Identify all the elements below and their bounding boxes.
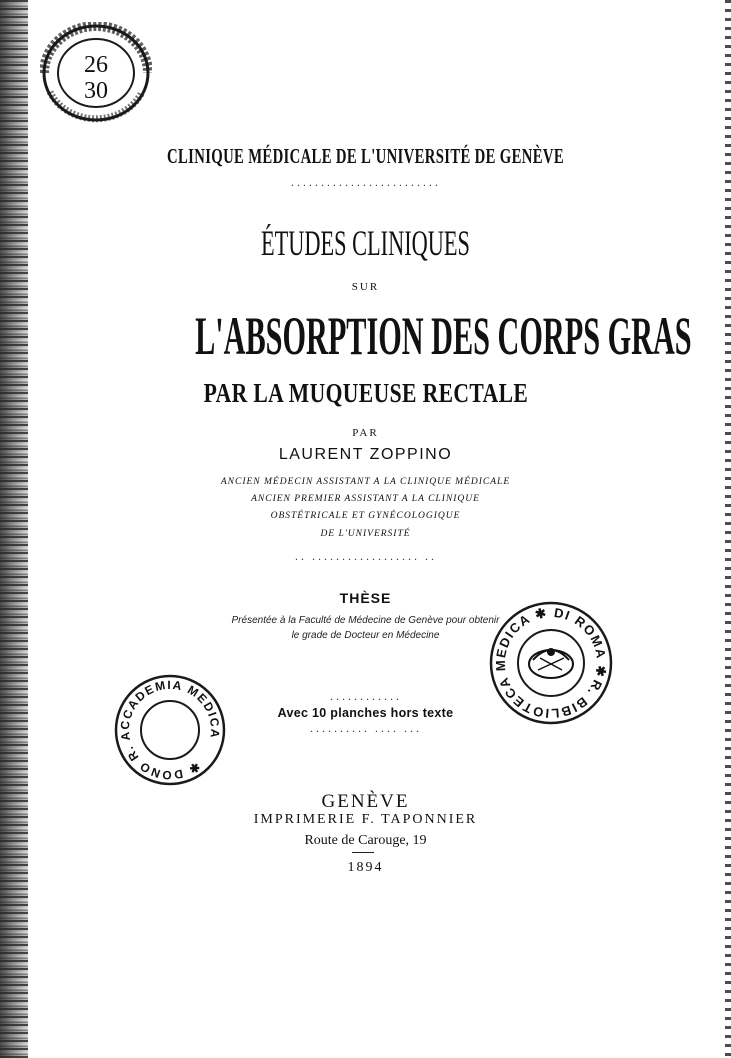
emblem-icon: [529, 648, 573, 678]
author-credential: ANCIEN MÉDECIN ASSISTANT A LA CLINIQUE MÉDICALE: [220, 477, 511, 487]
shelfmark-stamp: [40, 22, 152, 124]
author-credential: DE L'UNIVERSITÉ: [320, 529, 411, 539]
thesis-presentation-line-2: le grade de Docteur en Médecine: [291, 630, 440, 641]
shelfmark-line-2: 30: [84, 78, 108, 104]
plates-note: Avec 10 planches hors texte: [277, 706, 454, 720]
svg-text:✱ DONO R. ACCADEMIA MEDICA: [113, 673, 227, 787]
title-line-3: PAR LA MUQUEUSE RECTALE: [203, 378, 528, 408]
svg-text:R. BIBLIOTECA MEDICA ✱ DI ROMA: [488, 600, 614, 726]
imprint-printer: IMPRIMERIE F. TAPONNIER: [253, 812, 478, 827]
thesis-presentation-line-1: Présentée à la Faculté de Médecine de Genève pour obtenir: [231, 615, 500, 626]
library-stamp: [488, 600, 614, 726]
title-connector: SUR: [351, 281, 380, 293]
author-credential: ANCIEN PREMIER ASSISTANT A LA CLINIQUE: [251, 494, 480, 504]
separator-1: ·························: [290, 178, 441, 192]
title-line-2: L'ABSORPTION DES CORPS GRAS: [195, 306, 692, 366]
imprint-street: Route de Carouge, 19: [304, 833, 427, 848]
author-credential: OBSTÉTRICALE ET GYNÉCOLOGIQUE: [270, 511, 461, 521]
shelfmark-line-1: 26: [84, 52, 108, 78]
donation-stamp-text: ✱ DONO R. ACCADEMIA MEDICA: [117, 677, 223, 783]
separator-4: ·········· ···· ···: [309, 724, 422, 738]
author-by: PAR: [352, 427, 379, 439]
imprint-city: GENÈVE: [321, 791, 410, 812]
imprint-year: 1894: [347, 860, 384, 875]
thesis-label: THÈSE: [339, 590, 392, 606]
imprint-rule: [352, 852, 374, 853]
title-line-1: ÉTUDES CLINIQUES: [261, 223, 470, 263]
library-stamp-text: R. BIBLIOTECA MEDICA ✱ DI ROMA ✱: [492, 604, 610, 722]
separator-2: ·· ·················· ··: [294, 552, 437, 566]
separator-3: ············: [329, 692, 402, 706]
donation-stamp: [113, 673, 227, 787]
institution-heading: CLINIQUE MÉDICALE DE L'UNIVERSITÉ DE GENÈVE: [167, 144, 564, 168]
author-name: LAURENT ZOPPINO: [278, 446, 453, 463]
